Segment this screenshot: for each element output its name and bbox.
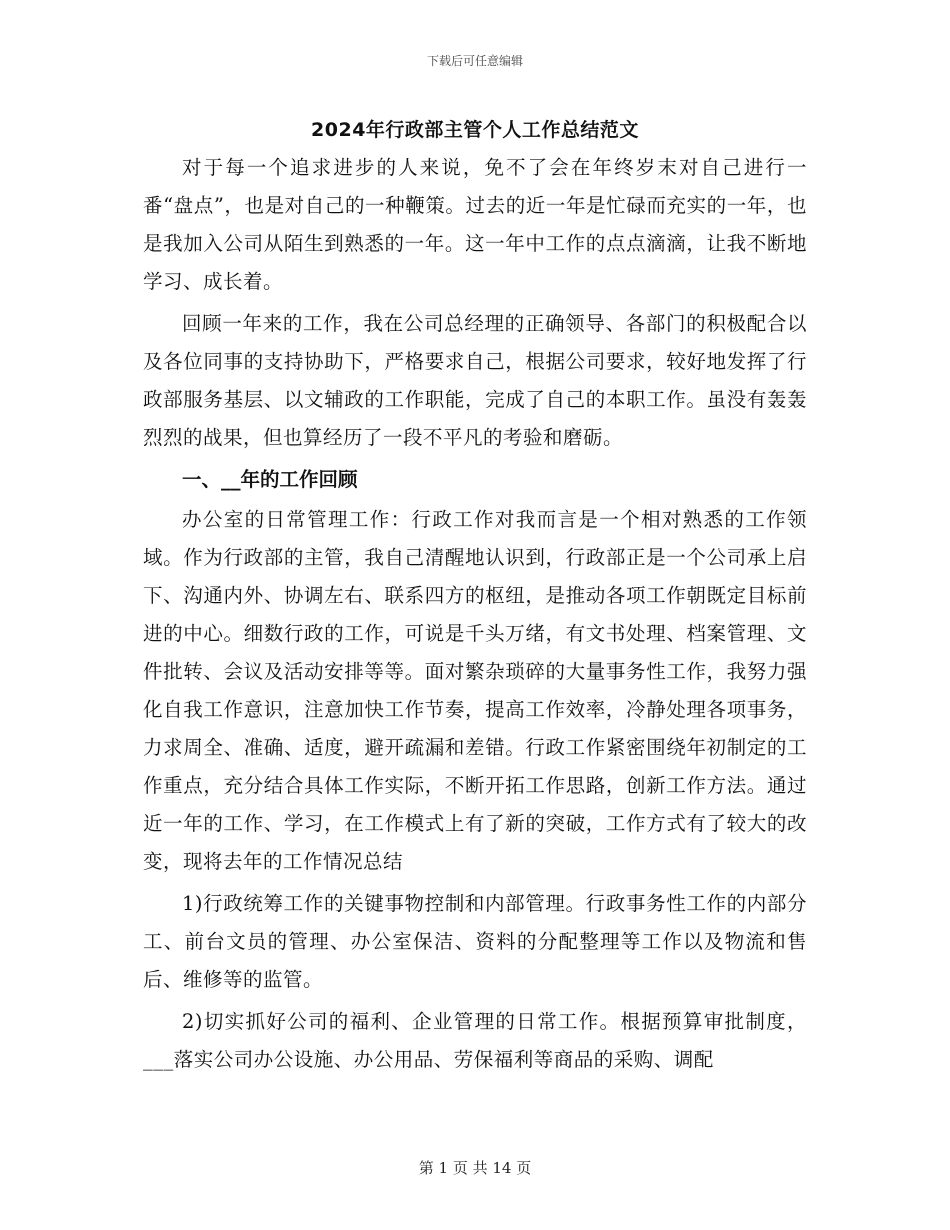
page-header-note: 下载后可任意编辑 [426,54,523,68]
item-1-paragraph: 1)行政统筹工作的关键事物控制和内部管理。行政事务性工作的内部分工、前台文员的管理、办公室保洁、资料的分配整理等工作以及物流和售后、维修等的监管。 [143,892,807,991]
intro-paragraph: 对于每一个追求进步的人来说，免不了会在年终岁末对自己进行一番“盘点”，也是对自己的一种鞭策。过去的近一年是忙碌而充实的一年，也是我加入公司从陌生到熟悉的一年。这一年中工作的点点滴滴，让我不断地学习、成长着。 [143,156,807,293]
document-body [143,115,807,1083]
document-title: 2024年行政部主管个人工作总结范文 [311,119,639,141]
review-paragraph: 回顾一年来的工作，我在公司总经理的正确领导、各部门的积极配合以及各位同事的支持协助下，严格要求自己，根据公司要求，较好地发挥了行政部服务基层、以文辅政的工作职能，完成了自己的本职工作。虽没有轰轰烈烈的战果，但也算经历了一段不平凡的考验和磨砺。 [143,312,807,449]
item-2-paragraph: 2)切实抓好公司的福利、企业管理的日常工作。根据预算审批制度，___落实公司办公设施、办公用品、劳保福利等商品的采购、调配 [143,1010,807,1071]
office-management-paragraph: 办公室的日常管理工作：行政工作对我而言是一个相对熟悉的工作领域。作为行政部的主管，我自己清醒地认识到，行政部正是一个公司承上启下、沟通内外、协调左右、联系四方的枢纽，是推动各项工作朝既定目标前进的中心。细数行政的工作，可说是千头万绪，有文书处理、档案管理、文件批转、会议及活动安排等等。面对繁杂琐碎的大量事务性工作，我努力强化自我工作意识，注意加快工作节奏，提高工作效率，冷静处理各项事务，力求周全、准确、适度，避开疏漏和差错。行政工作紧密围绕年初制定的工作重点，充分结合具体工作实际，不断开拓工作思路，创新工作方法。通过近一年的工作、学习，在工作模式上有了新的突破，工作方式有了较大的改变，现将去年的工作情况总结 [143,508,807,873]
section-heading: 一、__年的工作回顾 [182,468,358,491]
page-number: 第 1 页 共 14 页 [418,1159,532,1177]
